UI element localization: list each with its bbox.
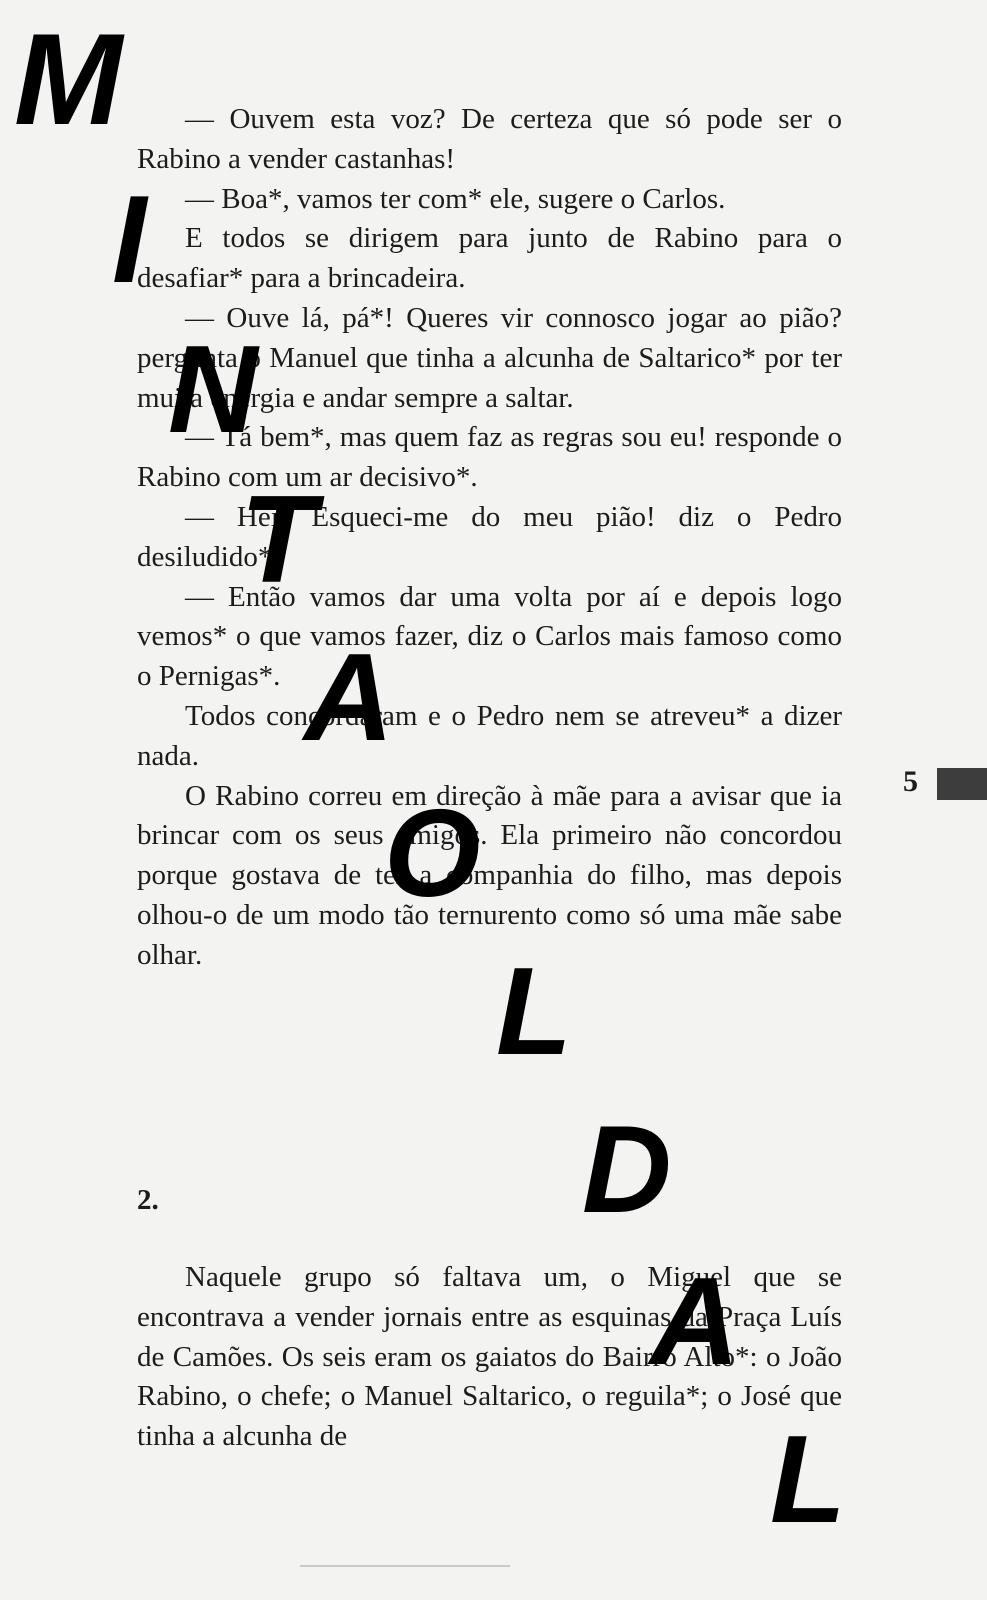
paragraph-1: — Ouvem esta voz? De certeza que só pode ser o Rabino a vender castanhas! [137,103,842,175]
paragraph-9: O Rabino correu em direção à mãe para a avisar que ia brincar com os seus amigos. Ela primeiro não concordou porque gostava de ter a companhia do filho, mas depois olhou-o de um modo tão ternurento como só uma mãe sabe olhar. [137,779,842,971]
footer-rule [300,1565,510,1567]
section-heading: 2. [137,1184,159,1216]
watermark-letter: L [770,1411,846,1549]
paragraph-6: — Hei! Esqueci-me do meu pião! diz o Pedro desiludido*. [137,500,842,573]
watermark-letter: D [582,1101,672,1239]
watermark-letter: O [384,785,481,923]
watermark-letter: I [112,171,147,309]
watermark-letter: N [168,321,258,459]
page-number: 5 [903,765,918,798]
paragraph-2: — Boa*, vamos ter com* ele, sugere o Carlos. [185,182,726,215]
watermark-letter: T [240,471,316,609]
watermark-letter: A [304,629,394,767]
paragraph-8: Todos concordaram e o Pedro nem se atreveu* a dizer nada. [137,699,842,772]
watermark-letter: L [496,943,572,1081]
paragraph-3: E todos se dirigem para junto de Rabino para o desafiar* para a brincadeira. [137,222,842,295]
section-paragraph: Naquele grupo só faltava um, o Miguel que se encontrava a vender jornais entre as esquinas da Praça Luís de Camões. Os seis eram os gaiatos do Bairro Alto*: o João Rabino, o chefe; o Manuel Saltarico, o reguila*; o José que tinha a alcunha de [137,1261,842,1453]
page-tab-marker [937,768,987,800]
watermark-letter: A [650,1253,740,1391]
paragraph-4: — Ouve lá, pá*! Queres vir connosco jogar ao pião? pergunta o Manuel que tinha a alcunha de Saltarico* por ter muita energia e andar sempre a saltar. [137,301,842,414]
paragraph-5: — Tá bem*, mas quem faz as regras sou eu! responde o Rabino com um ar decisivo*. [137,421,842,494]
watermark-letter: M [14,6,123,152]
paragraph-7: — Então vamos dar uma volta por aí e depois logo vemos* o que vamos fazer, diz o Carlos mais famoso como o Pernigas*. [137,580,842,693]
